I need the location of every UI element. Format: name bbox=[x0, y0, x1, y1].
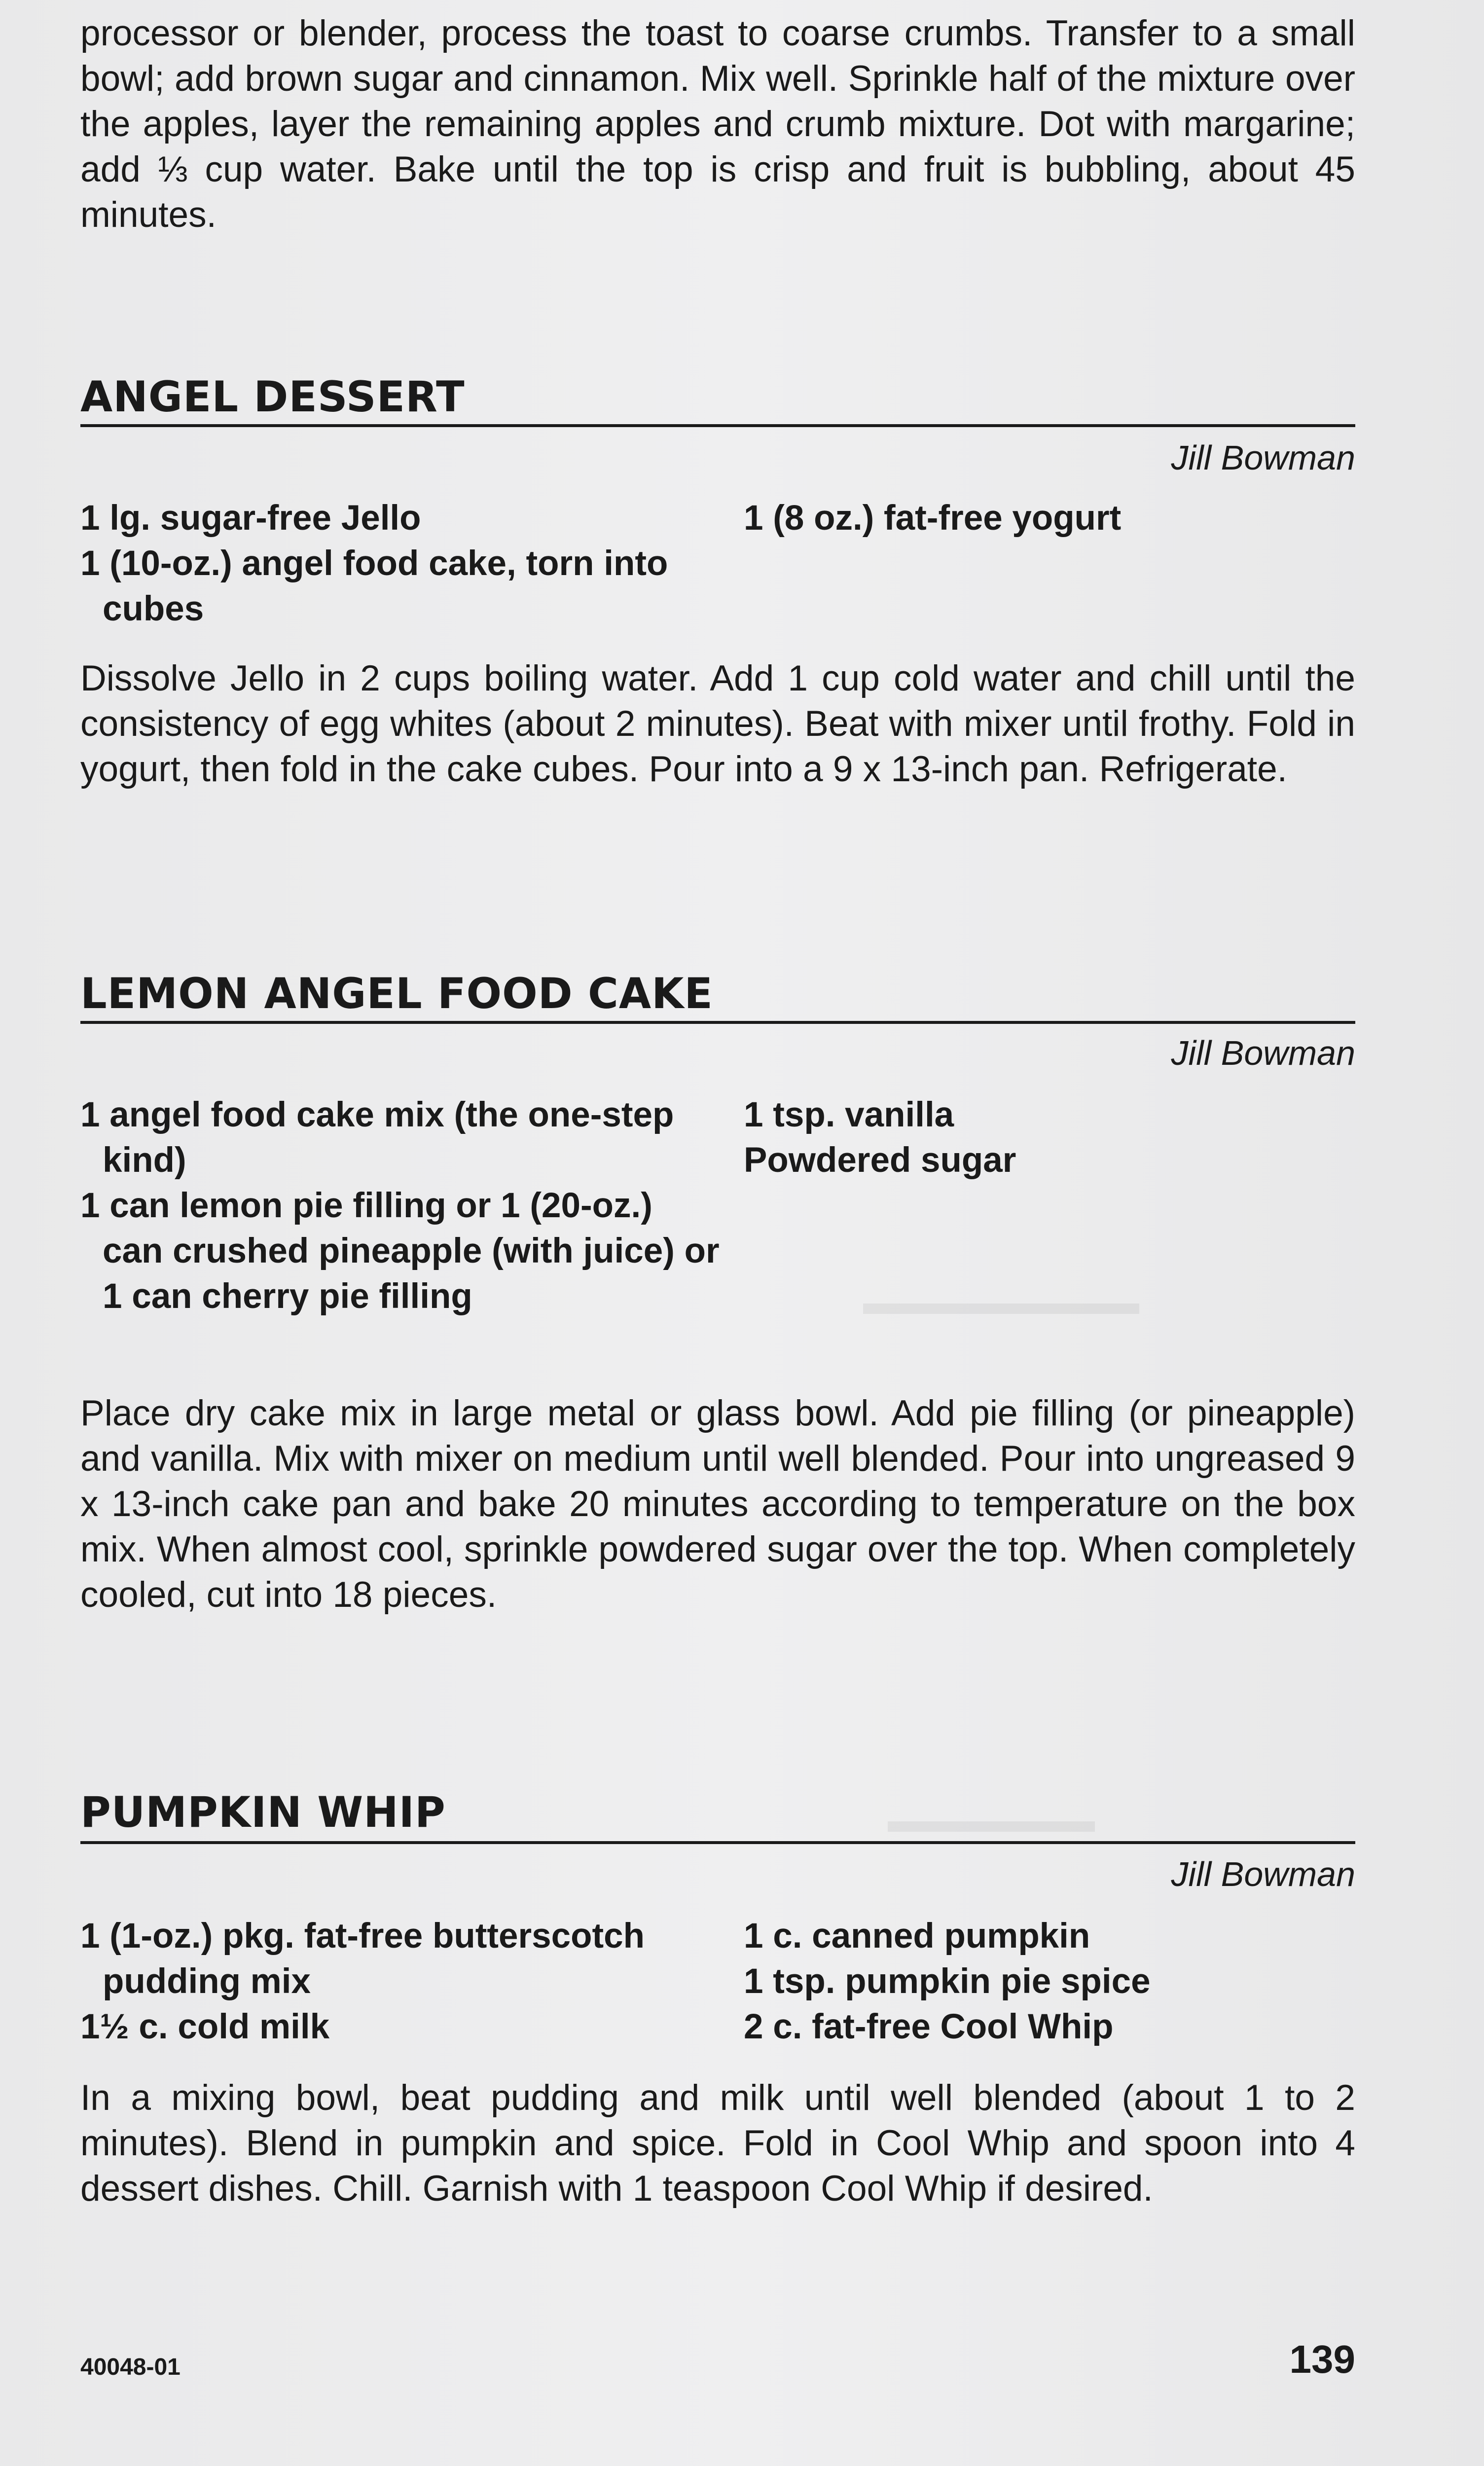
ingredient: 1 (10-oz.) angel food cake, torn into cubes bbox=[80, 544, 668, 628]
bleed-through-shadow: ▬▬▬▬▬▬▬▬ bbox=[863, 1283, 1139, 1321]
footer-code: 40048-01 bbox=[80, 2354, 181, 2380]
recipe-author: Jill Bowman bbox=[1171, 1855, 1355, 1893]
recipe-directions-block bbox=[80, 2075, 1355, 2212]
ingredient: 1 tsp. pumpkin pie spice bbox=[744, 1962, 1151, 2001]
ingredient-list-right bbox=[744, 1914, 1355, 2050]
title-rule bbox=[80, 1021, 1355, 1024]
ingredient: 1 can lemon pie filling or 1 (20-oz.) can crushed pineapple (with juice) or 1 can cherry pie filling bbox=[80, 1186, 720, 1316]
intro-paragraph: processor or blender, process the toast to coarse crumbs. Transfer to a small bowl; add brown sugar and cinnamon. Mix well. Sprinkle half of the mixture over the apples, layer the remaining apples and crumb mixture. Dot with margarine; add ⅓ cup water. Bake until the top is crisp and fruit is bubbling, about 45 minutes. bbox=[80, 13, 1355, 235]
recipe-directions: Place dry cake mix in large metal or glass bowl. Add pie filling (or pineapple) and vanilla. Mix with mixer on medium until well blended. Pour into ungreased 9 x 13-inch cake pan and bake 20 minutes according to temperature on the box mix. When almost cool, sprinkle powdered sugar over the top. When completely cooled, cut into 18 pieces. bbox=[80, 1393, 1355, 1615]
ingredient: 1 lg. sugar-free Jello bbox=[80, 499, 421, 538]
recipe-title: PUMPKIN WHIP bbox=[80, 1788, 446, 1837]
ingredient-list-left bbox=[80, 1092, 722, 1319]
recipe-directions-block bbox=[80, 656, 1355, 792]
recipe-directions-block bbox=[80, 1391, 1355, 1618]
ingredient-list-right bbox=[744, 1092, 1355, 1183]
intro-paragraph-block bbox=[80, 11, 1355, 238]
recipe-author: Jill Bowman bbox=[1171, 1034, 1355, 1072]
page-number: 139 bbox=[1289, 2337, 1355, 2381]
ingredient: 1½ c. cold milk bbox=[80, 2007, 330, 2046]
ingredient-list-left bbox=[80, 1914, 722, 2050]
recipe-directions: In a mixing bowl, beat pudding and milk until well blended (about 1 to 2 minutes). Blend in pumpkin and spice. Fold in Cool Whip and spoon into 4 dessert dishes. Chill. Garnish with 1 teaspoon Cool Whip if desired. bbox=[80, 2078, 1355, 2209]
ingredient: 1 angel food cake mix (the one-step kind) bbox=[80, 1095, 674, 1180]
title-rule bbox=[80, 424, 1355, 427]
recipe-author: Jill Bowman bbox=[1171, 438, 1355, 477]
ingredient: 1 c. canned pumpkin bbox=[744, 1917, 1090, 1956]
ingredient: 2 c. fat-free Cool Whip bbox=[744, 2007, 1114, 2046]
recipe-title: ANGEL DESSERT bbox=[80, 372, 465, 422]
ingredient: 1 (1-oz.) pkg. fat-free butterscotch pudding mix bbox=[80, 1917, 645, 2001]
ingredient: 1 tsp. vanilla bbox=[744, 1095, 954, 1134]
ingredient: 1 (8 oz.) fat-free yogurt bbox=[744, 499, 1122, 538]
recipe-directions: Dissolve Jello in 2 cups boiling water. Add 1 cup cold water and chill until the consistency of egg whites (about 2 minutes). Beat with mixer until frothy. Fold in yogurt, then fold in the cake cubes. Pour into a 9 x 13-inch pan. Refrigerate. bbox=[80, 658, 1355, 789]
bleed-through-shadow: ▬▬▬▬▬▬ bbox=[888, 1801, 1095, 1839]
ingredient-list-left bbox=[80, 496, 722, 632]
title-rule bbox=[80, 1841, 1355, 1844]
ingredient-list-right bbox=[744, 496, 1355, 541]
recipe-title: LEMON ANGEL FOOD CAKE bbox=[80, 969, 713, 1018]
ingredient: Powdered sugar bbox=[744, 1141, 1016, 1180]
